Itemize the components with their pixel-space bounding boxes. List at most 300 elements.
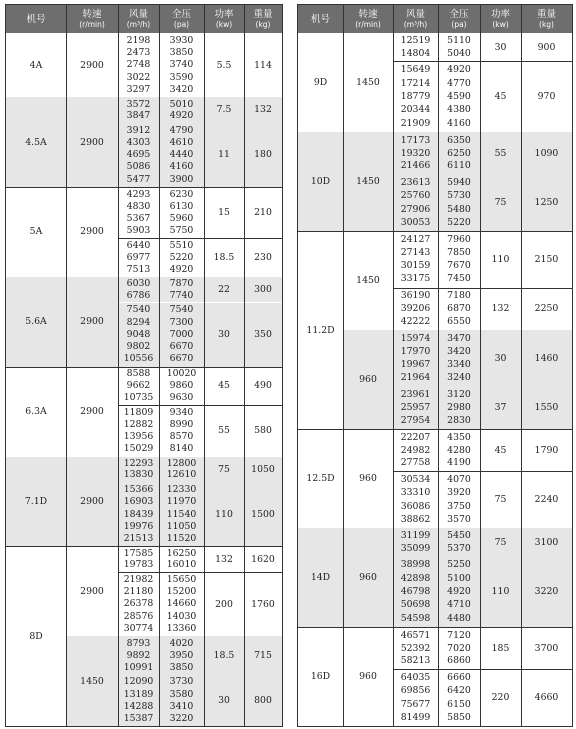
pressure-value: 2980	[447, 402, 471, 414]
header-power-unit: (kw)	[215, 20, 233, 29]
pressure-value: 4440	[169, 149, 194, 161]
airflow-value: 5477	[126, 173, 151, 185]
airflow-cell	[393, 33, 438, 61]
pressure-value: 8140	[169, 443, 194, 455]
header-pressure-label: 全压	[171, 9, 191, 20]
airflow-value: 42898	[400, 572, 431, 584]
airflow-cell	[393, 471, 438, 528]
airflow-value: 22207	[400, 431, 431, 443]
airflow-value: 19976	[123, 520, 154, 532]
pressure-value: 9340	[169, 406, 194, 418]
pressure-cell	[438, 471, 480, 528]
airflow-value: 23613	[400, 177, 431, 189]
power-cell: 220	[491, 692, 510, 704]
airflow-value: 4293	[126, 188, 151, 200]
airflow-value: 27906	[400, 203, 431, 215]
airflow-value: 28576	[123, 610, 154, 622]
header-speed-unit: (r/min)	[355, 20, 381, 29]
power-cell: 45	[494, 444, 507, 456]
airflow-value: 27954	[400, 415, 431, 427]
pressure-value: 7020	[447, 642, 471, 654]
airflow-cell	[118, 97, 159, 123]
speed-cell: 2900	[66, 277, 118, 367]
airflow-value: 6786	[126, 289, 151, 301]
pressure-value: 4160	[169, 161, 194, 173]
header-pressure-unit: (pa)	[451, 20, 467, 29]
airflow-value: 9662	[126, 380, 151, 392]
airflow-value: 25760	[400, 190, 431, 202]
pressure-value: 7740	[169, 289, 194, 301]
weight-cell: 300	[244, 277, 282, 303]
pressure-value: 5510	[169, 239, 194, 251]
pressure-value: 4790	[169, 124, 194, 136]
pressure-cell	[159, 572, 204, 636]
airflow-value: 17970	[400, 346, 431, 358]
pressure-value: 5450	[447, 530, 471, 542]
airflow-value: 9892	[126, 649, 151, 661]
airflow-cell	[393, 61, 438, 132]
pressure-value: 3900	[169, 173, 194, 185]
airflow-value: 6977	[126, 251, 151, 263]
pressure-value: 7300	[169, 316, 194, 328]
pressure-value: 3590	[169, 71, 194, 83]
pressure-value: 4020	[169, 637, 194, 649]
airflow-cell	[118, 675, 159, 726]
column-divider	[159, 5, 160, 726]
model-cell: 9D	[313, 77, 328, 88]
pressure-value: 8570	[169, 431, 194, 443]
power-cell: 110	[480, 556, 521, 627]
airflow-value: 19967	[400, 359, 431, 371]
header-weight	[521, 5, 572, 33]
pressure-value: 3410	[169, 700, 194, 712]
airflow-cell	[118, 572, 159, 636]
pressure-value: 3850	[169, 661, 194, 673]
pressure-value: 6660	[447, 672, 471, 684]
header-model-label: 机号	[310, 13, 330, 25]
airflow-value: 30534	[400, 474, 431, 486]
airflow-value: 23961	[400, 389, 431, 401]
weight-cell: 180	[244, 123, 282, 187]
airflow-value: 8588	[126, 368, 151, 380]
pressure-value: 12330	[166, 484, 197, 496]
model-cell: 6.3A	[25, 406, 47, 418]
pressure-cell	[438, 33, 480, 61]
speed-cell: 2900	[80, 585, 104, 597]
pressure-value: 10020	[166, 368, 197, 380]
airflow-value: 13956	[123, 431, 154, 443]
airflow-value: 21964	[400, 372, 431, 384]
pressure-cell	[438, 174, 480, 231]
weight-cell: 580	[254, 425, 272, 437]
model-cell: 8D	[29, 630, 43, 642]
airflow-cell	[118, 33, 159, 97]
power-cell: 75	[480, 174, 521, 231]
pressure-cell	[159, 187, 204, 238]
pressure-value: 6420	[447, 685, 471, 697]
pressure-value: 4920	[447, 585, 471, 597]
power-cell: 30	[480, 330, 521, 387]
weight-cell: 2250	[534, 303, 559, 315]
pressure-cell	[159, 277, 204, 303]
header-power-label: 功率	[490, 9, 510, 20]
airflow-value: 5367	[126, 213, 151, 225]
model-divider	[6, 726, 282, 727]
pressure-value: 3750	[447, 500, 471, 512]
pressure-value: 3220	[169, 712, 194, 724]
power-cell: 18.5	[213, 252, 235, 264]
pressure-value: 4610	[169, 137, 194, 148]
pressure-value: 3930	[169, 34, 194, 46]
header-power	[480, 5, 521, 33]
header-airflow-label: 风量	[128, 9, 148, 20]
airflow-value: 26378	[123, 598, 154, 610]
fan-spec-table-right	[297, 4, 573, 727]
pressure-value: 15200	[166, 586, 197, 598]
model-cell: 16D	[310, 671, 331, 682]
pressure-value: 5010	[169, 98, 194, 110]
airflow-cell	[118, 123, 159, 187]
model-cell: 7.1D	[6, 457, 66, 547]
airflow-cell	[118, 303, 159, 367]
speed-cell: 2900	[80, 59, 104, 71]
airflow-value: 35099	[400, 542, 431, 554]
header-speed	[66, 5, 118, 33]
airflow-value: 64035	[400, 672, 431, 684]
header-weight-unit: (kg)	[255, 20, 271, 29]
pressure-value: 7000	[169, 328, 194, 340]
power-cell: 132	[215, 553, 233, 565]
model-cell: 14D	[298, 528, 343, 627]
weight-cell: 490	[254, 380, 272, 392]
pressure-value: 12610	[166, 469, 197, 481]
airflow-cell	[393, 669, 438, 726]
airflow-cell	[393, 387, 438, 429]
airflow-value: 10556	[123, 353, 154, 365]
pressure-value: 7960	[447, 233, 471, 245]
airflow-value: 17585	[123, 547, 154, 559]
pressure-cell	[159, 636, 204, 675]
pressure-value: 6230	[169, 188, 194, 200]
pressure-value: 6870	[447, 303, 471, 315]
model-cell: 5.6A	[6, 277, 66, 367]
airflow-value: 16903	[123, 496, 154, 508]
weight-cell: 3700	[534, 642, 559, 654]
airflow-value: 12882	[123, 419, 154, 431]
airflow-value: 27758	[400, 457, 431, 469]
airflow-value: 4695	[126, 149, 151, 161]
pressure-cell	[438, 556, 480, 627]
airflow-value: 15366	[123, 484, 154, 496]
airflow-value: 24127	[400, 233, 431, 245]
pressure-value: 6130	[169, 200, 194, 212]
pressure-value: 5730	[447, 190, 471, 202]
airflow-value: 19783	[123, 559, 154, 571]
pressure-value: 5100	[447, 572, 471, 584]
pressure-value: 4160	[447, 117, 471, 129]
power-cell: 75	[494, 494, 507, 506]
airflow-value: 2473	[126, 47, 151, 59]
model-cell: 11.2D	[306, 324, 335, 336]
airflow-value: 3297	[126, 83, 151, 95]
weight-cell: 210	[254, 207, 272, 219]
pressure-value: 3120	[447, 389, 471, 401]
pressure-value: 15650	[166, 573, 197, 585]
power-cell: 55	[480, 132, 521, 174]
pressure-value: 16010	[166, 559, 197, 571]
pressure-value: 8990	[169, 419, 194, 431]
weight-cell: 230	[254, 252, 272, 264]
pressure-value: 4190	[447, 457, 471, 469]
weight-cell: 1500	[244, 482, 282, 546]
pressure-value: 7120	[447, 629, 471, 641]
airflow-value: 36190	[400, 290, 431, 302]
pressure-cell	[438, 288, 480, 330]
header-weight-label: 重量	[536, 9, 556, 20]
airflow-cell	[393, 627, 438, 669]
airflow-value: 8294	[126, 316, 151, 328]
airflow-value: 7540	[126, 304, 151, 316]
header-airflow-unit: (m³/h)	[403, 20, 428, 29]
model-cell: 10D	[298, 132, 343, 231]
speed-cell: 2900	[66, 457, 118, 547]
airflow-value: 21180	[123, 586, 154, 598]
weight-cell: 132	[244, 97, 282, 123]
airflow-value: 24982	[400, 444, 431, 456]
pressure-value: 14030	[166, 610, 197, 622]
pressure-value: 3850	[169, 47, 194, 59]
column-divider	[438, 5, 439, 726]
airflow-value: 4830	[126, 200, 151, 212]
pressure-value: 5220	[169, 251, 194, 263]
pressure-value: 4480	[447, 612, 471, 624]
airflow-value: 7513	[126, 263, 151, 275]
pressure-cell	[438, 429, 480, 471]
airflow-value: 30053	[400, 216, 431, 228]
airflow-cell	[118, 457, 159, 483]
header-pressure-label: 全压	[449, 9, 469, 20]
speed-cell: 960	[343, 528, 393, 627]
airflow-value: 3022	[126, 71, 151, 83]
pressure-cell	[438, 627, 480, 669]
power-cell: 5.5	[216, 59, 232, 71]
airflow-value: 12519	[400, 35, 431, 47]
column-divider	[118, 5, 119, 726]
airflow-cell	[393, 429, 438, 471]
airflow-value: 39206	[400, 303, 431, 315]
pressure-cell	[438, 528, 480, 556]
airflow-value: 3847	[126, 110, 151, 122]
pressure-value: 5850	[447, 711, 471, 723]
airflow-value: 21909	[400, 117, 431, 129]
pressure-value: 11540	[166, 508, 197, 520]
airflow-value: 75677	[400, 698, 431, 710]
pressure-value: 3470	[447, 332, 471, 344]
pressure-value: 3240	[447, 372, 471, 384]
header-weight-unit: (kg)	[539, 20, 554, 29]
airflow-cell	[118, 238, 159, 277]
pressure-value: 16250	[166, 547, 197, 559]
weight-cell: 4660	[534, 692, 559, 704]
airflow-value: 6030	[126, 278, 151, 290]
model-cell: 12.5D	[306, 473, 335, 484]
speed-cell: 960	[359, 671, 377, 682]
pressure-value: 4710	[447, 599, 471, 611]
airflow-value: 54598	[400, 612, 431, 624]
power-cell: 11	[204, 123, 244, 187]
airflow-value: 46571	[400, 629, 431, 641]
weight-cell: 1550	[521, 387, 572, 429]
weight-cell: 970	[537, 91, 556, 103]
pressure-value: 11050	[166, 520, 197, 532]
airflow-value: 25957	[400, 402, 431, 414]
power-cell: 18.5	[204, 636, 244, 675]
airflow-cell	[393, 288, 438, 330]
header-model	[6, 5, 66, 33]
airflow-value: 10991	[123, 661, 154, 673]
header-pressure	[159, 5, 204, 33]
airflow-value: 13830	[123, 469, 154, 481]
pressure-value: 5940	[447, 177, 471, 189]
header-speed-label: 转速	[82, 9, 102, 20]
airflow-value: 8793	[126, 637, 151, 649]
pressure-cell	[159, 675, 204, 726]
power-cell: 55	[218, 425, 230, 437]
power-cell: 132	[491, 303, 510, 315]
airflow-cell	[118, 636, 159, 675]
power-cell: 110	[491, 253, 510, 265]
pressure-cell	[159, 33, 204, 97]
pressure-value: 5250	[447, 559, 471, 571]
pressure-value: 6350	[447, 134, 471, 146]
airflow-value: 42222	[400, 316, 431, 328]
power-cell: 200	[215, 598, 233, 610]
pressure-value: 5110	[447, 35, 471, 47]
weight-cell: 1790	[534, 444, 559, 456]
weight-cell: 114	[254, 59, 272, 71]
airflow-cell	[393, 132, 438, 174]
airflow-value: 58213	[400, 655, 431, 667]
power-cell: 75	[480, 528, 521, 556]
airflow-value: 50698	[400, 599, 431, 611]
column-divider	[393, 5, 394, 726]
weight-cell: 2150	[534, 253, 559, 265]
airflow-value: 15387	[123, 712, 154, 724]
airflow-value: 15029	[123, 443, 154, 455]
airflow-cell	[118, 367, 159, 406]
pressure-cell	[159, 546, 204, 572]
airflow-value: 15649	[400, 64, 431, 76]
pressure-value: 4280	[447, 444, 471, 456]
pressure-cell	[159, 457, 204, 483]
airflow-value: 33175	[400, 273, 431, 285]
airflow-value: 36086	[400, 500, 431, 512]
header-model	[298, 5, 343, 33]
model-cell: 4A	[29, 59, 43, 71]
pressure-value: 7870	[169, 278, 194, 290]
pressure-cell	[438, 132, 480, 174]
pressure-value: 7540	[169, 304, 194, 316]
power-cell: 30	[204, 303, 244, 367]
pressure-value: 4920	[169, 110, 194, 122]
pressure-value: 7850	[447, 247, 471, 259]
header-airflow-label: 风量	[405, 9, 425, 20]
pressure-value: 11970	[166, 496, 197, 508]
speed-cell: 1450	[356, 275, 380, 286]
pressure-value: 2830	[447, 415, 471, 427]
header-pressure	[438, 5, 480, 33]
column-divider	[244, 5, 245, 726]
airflow-value: 3912	[126, 124, 151, 136]
airflow-cell	[393, 231, 438, 288]
pressure-cell	[438, 61, 480, 132]
header-model-label: 机号	[26, 13, 46, 25]
airflow-value: 19320	[400, 147, 431, 159]
airflow-value: 4303	[126, 137, 151, 148]
header-pressure-unit: (pa)	[173, 20, 190, 29]
header-power-label: 功率	[214, 9, 234, 20]
airflow-cell	[118, 187, 159, 238]
weight-cell: 3100	[521, 528, 572, 556]
weight-cell: 1460	[521, 330, 572, 387]
header-airflow	[393, 5, 438, 33]
power-cell: 45	[494, 91, 507, 103]
airflow-value: 2198	[126, 34, 151, 46]
speed-cell: 2900	[80, 226, 104, 238]
weight-cell: 1090	[521, 132, 572, 174]
pressure-cell	[159, 303, 204, 367]
airflow-value: 18779	[400, 90, 431, 102]
airflow-value: 15974	[400, 332, 431, 344]
weight-cell: 900	[537, 41, 556, 53]
power-cell: 22	[204, 277, 244, 303]
pressure-value: 6250	[447, 147, 471, 159]
pressure-value: 6550	[447, 316, 471, 328]
weight-cell: 1250	[521, 174, 572, 231]
pressure-value: 3730	[169, 676, 194, 688]
header-airflow	[118, 5, 159, 33]
airflow-value: 5086	[126, 161, 151, 173]
airflow-value: 38862	[400, 513, 431, 525]
airflow-value: 33310	[400, 487, 431, 499]
pressure-value: 6670	[169, 341, 194, 353]
pressure-cell	[159, 405, 204, 456]
airflow-value: 20344	[400, 104, 431, 116]
pressure-cell	[159, 123, 204, 187]
pressure-cell	[438, 387, 480, 429]
power-cell: 30	[204, 675, 244, 726]
model-divider	[298, 726, 572, 727]
column-divider	[343, 5, 344, 726]
pressure-value: 6860	[447, 655, 471, 667]
airflow-value: 17214	[400, 77, 431, 89]
pressure-value: 4920	[447, 64, 471, 76]
airflow-value: 5903	[126, 225, 151, 237]
airflow-value: 27143	[400, 247, 431, 259]
header-speed-label: 转速	[358, 9, 378, 20]
airflow-value: 21982	[123, 573, 154, 585]
airflow-value: 9802	[126, 341, 151, 353]
airflow-value: 10735	[123, 392, 154, 404]
power-cell: 45	[218, 380, 230, 392]
fan-spec-table-left	[5, 4, 283, 727]
pressure-value: 9630	[169, 392, 194, 404]
pressure-value: 12800	[166, 457, 197, 469]
airflow-value: 3572	[126, 98, 151, 110]
airflow-cell	[393, 330, 438, 387]
airflow-value: 52392	[400, 642, 431, 654]
pressure-value: 4590	[447, 90, 471, 102]
